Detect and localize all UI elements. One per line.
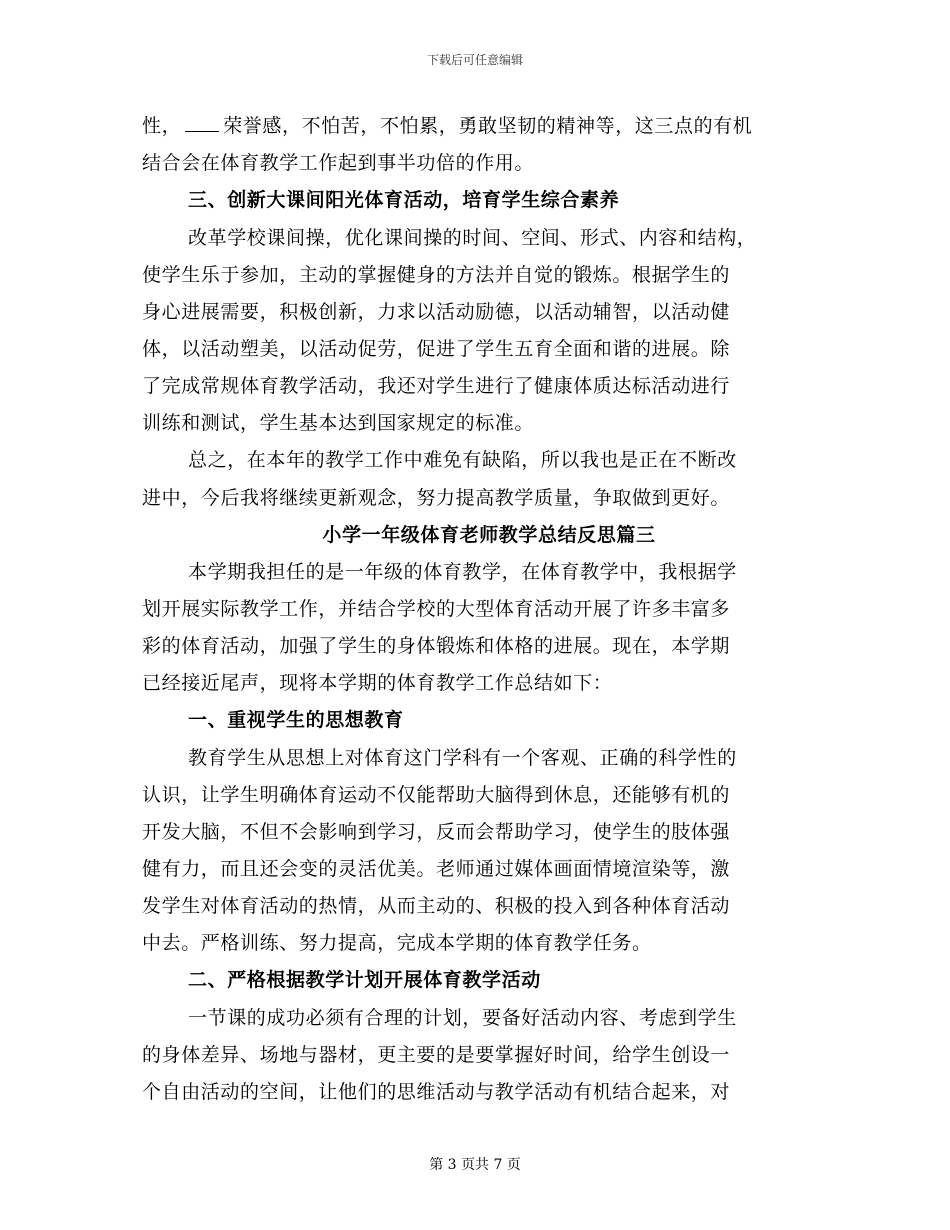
paragraph-line: 了完成常规体育教学活动，我还对学生进行了健康体质达标活动进行 xyxy=(142,375,731,397)
paragraph-line: 彩的体育活动，加强了学生的身体锻炼和体格的进展。现在，本学期 xyxy=(142,635,731,657)
page-number: 第 3 页共 7 页 xyxy=(429,1157,521,1173)
paragraph-line: 的身体差异、场地与器材，更主要的是要掌握好时间，给学生创设一 xyxy=(142,1044,731,1066)
paragraph-line: 结合会在体育教学工作起到事半功倍的作用。 xyxy=(142,152,535,174)
section-heading: 一、重视学生的思想教育 xyxy=(188,709,404,731)
paragraph-line: 体，以活动塑美，以活动促劳，促进了学生五育全面和谐的进展。除 xyxy=(142,338,731,360)
paragraph-line: 发学生对体育活动的热情，从而主动的、积极的投入到各种体育活动 xyxy=(142,895,731,917)
paragraph-line: 划开展实际教学工作，并结合学校的大型体育活动开展了许多丰富多 xyxy=(142,598,731,620)
text-fragment: 荣誉感，不怕苦，不怕累，勇敢坚韧的精神等，这三点的有机 xyxy=(223,115,753,137)
fill-in-blank xyxy=(185,130,219,132)
paragraph-line: 总之，在本年的教学工作中难免有缺陷，所以我也是正在不断改 xyxy=(188,449,737,471)
paragraph-line: 本学期我担任的是一年级的体育教学，在体育教学中，我根据学 xyxy=(188,561,737,583)
text-fragment: 性， xyxy=(142,115,182,137)
paragraph-line: 教育学生从思想上对体育这门学科有一个客观、正确的科学性的 xyxy=(188,747,737,769)
paragraph-line xyxy=(142,108,752,144)
section-heading: 三、创新大课间阳光体育活动，培育学生综合素养 xyxy=(188,189,620,211)
paragraph-line: 健有力，而且还会变的灵活优美。老师通过媒体画面情境渲染等，激 xyxy=(142,858,731,880)
paragraph-line: 中去。严格训练、努力提高，完成本学期的体育教学任务。 xyxy=(142,932,652,954)
paragraph-line: 认识，让学生明确体育运动不仅能帮助大脑得到休息，还能够有机的 xyxy=(142,784,731,806)
paragraph-line: 改革学校课间操，优化课间操的时间、空间、形式、内容和结构， xyxy=(188,227,757,249)
paragraph-line: 已经接近尾声，现将本学期的体育教学工作总结如下： xyxy=(142,672,613,694)
page-header: 下载后可任意编辑 xyxy=(426,53,523,67)
paragraph-line: 身心进展需要，积极创新，力求以活动励德，以活动辅智，以活动健 xyxy=(142,301,731,323)
paragraph-line: 开发大脑，不但不会影响到学习，反而会帮助学习，使学生的肢体强 xyxy=(142,821,731,843)
paragraph-line: 一节课的成功必须有合理的计划，要备好活动内容、考虑到学生 xyxy=(188,1007,737,1029)
paragraph-line: 个自由活动的空间，让他们的思维活动与教学活动有机结合起来，对 xyxy=(142,1081,731,1103)
article-title: 小学一年级体育老师教学总结反思篇三 xyxy=(322,524,656,546)
paragraph-line: 使学生乐于参加，主动的掌握健身的方法并自觉的锻炼。根据学生的 xyxy=(142,264,731,286)
paragraph-line: 进中，今后我将继续更新观念，努力提高教学质量，争取做到更好。 xyxy=(142,487,731,509)
section-heading: 二、严格根据教学计划开展体育教学活动 xyxy=(188,969,541,991)
paragraph-line: 训练和测试，学生基本达到国家规定的标准。 xyxy=(142,412,535,434)
